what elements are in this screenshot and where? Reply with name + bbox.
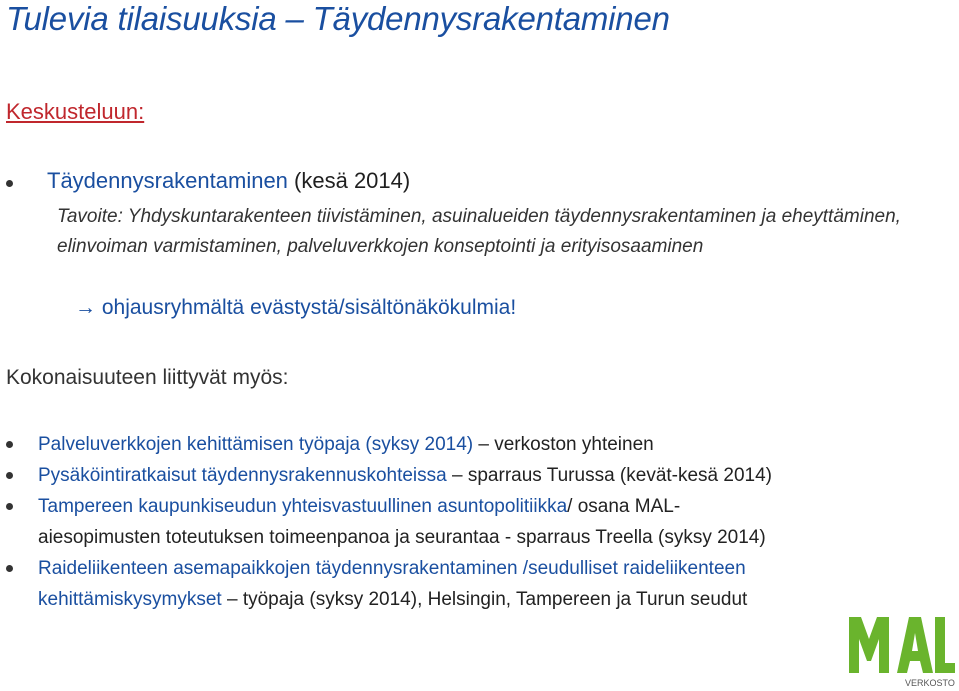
bullet-dot [6,180,13,187]
item-detail: aiesopimusten toteutuksen toimeenpanoa ja seurantaa - sparraus Treella (syksy 2014) [38,527,766,548]
list-item [38,554,746,584]
item-topic: kehittämiskysymykset [38,589,222,610]
list-item [38,461,772,491]
item-detail: – työpaja (syksy 2014), Helsingin, Tampereen ja Turun seudut [221,589,748,610]
list-item-continuation [38,523,766,553]
topic-date: (kesä 2014) [287,168,411,193]
item-topic: Palveluverkkojen kehittämisen työpaja (syksy 2014) [38,434,474,455]
logo-caption: VERKOSTO [905,678,955,688]
arrow-note: → ohjausryhmältä evästystä/sisältönäkökulmia! [75,296,517,319]
mal-verkosto-logo [847,609,955,689]
bullet-dot [6,503,13,510]
bullet-dot [6,472,13,479]
list-item-continuation [38,585,747,615]
discussion-heading: Keskusteluun: [6,99,145,124]
list-item [38,492,680,522]
item-topic: Raideliikenteen asemapaikkojen täydennysrakentaminen /seudulliset raideliikenteen [38,558,746,579]
item-detail: – verkoston yhteinen [473,434,654,455]
item-topic: Tampereen kaupunkiseudun yhteisvastuullinen asuntopolitiikka [38,496,568,517]
list-item [38,430,654,460]
page-title: Tulevia tilaisuuksia – Täydennysrakentaminen [6,0,670,37]
item-topic: Pysäköintiratkaisut täydennysrakennuskohteissa [38,465,447,486]
topic-title: Täydennysrakentaminen [47,168,288,193]
related-heading: Kokonaisuuteen liittyvät myös: [6,366,289,389]
bullet-dot [6,565,13,572]
item-detail: – sparraus Turussa (kevät-kesä 2014) [446,465,772,486]
bullet-dot [6,441,13,448]
goal-text: Tavoite: Yhdyskuntarakenteen tiivistäminen, asuinalueiden täydennysrakentaminen ja eheyttäminen, elinvoiman varmistaminen, palveluverkkojen konseptointi ja erityisosaaminen [57,206,901,257]
bullet-main-topic [47,168,410,194]
item-detail: / osana MAL- [567,496,681,517]
